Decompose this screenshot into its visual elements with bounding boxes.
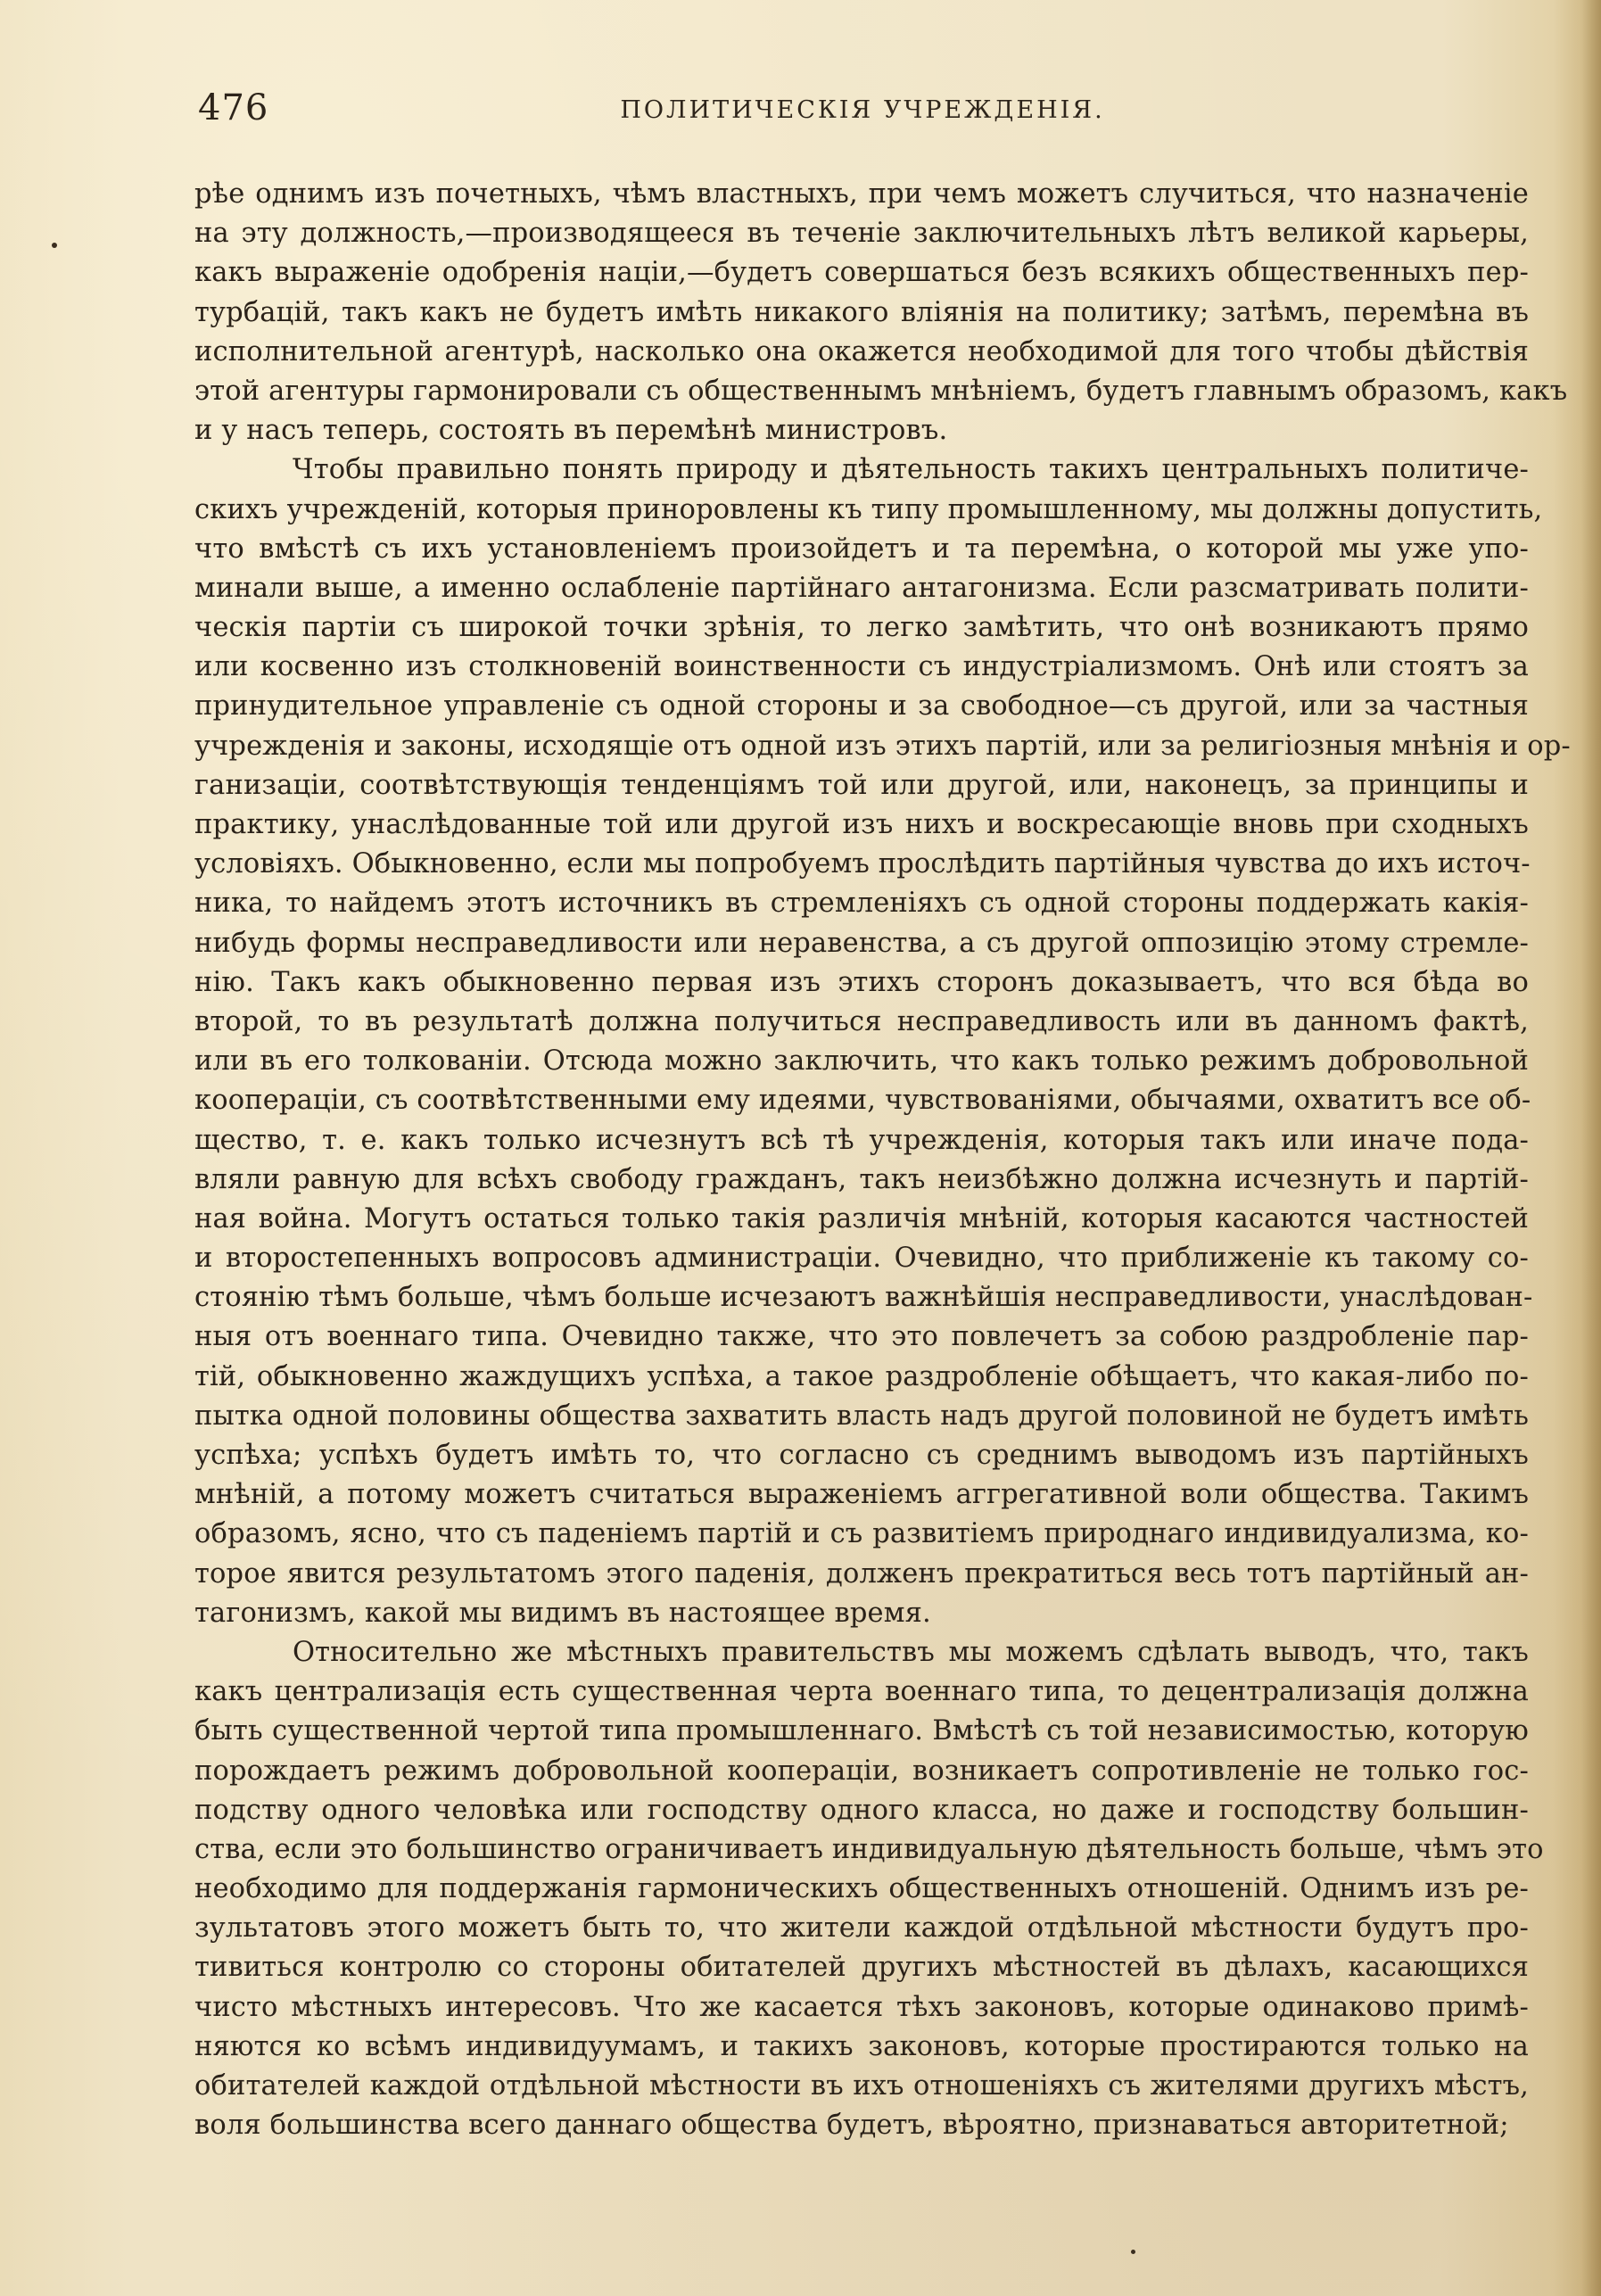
text-line: ганизаціи, соотвѣтствующія тенденціямъ той или другой, или, наконецъ, за принципы и: [194, 769, 1529, 801]
text-line: тагонизмъ, какой мы видимъ въ настоящее время.: [194, 1597, 931, 1629]
text-line: исполнительной агентурѣ, насколько она окажется необходимой для того чтобы дѣйствія: [194, 335, 1529, 368]
text-line: необходимо для поддержанія гармоническихъ общественныхъ отношеній. Однимъ изъ ре-: [194, 1873, 1529, 1905]
text-line: стоянію тѣмъ больше, чѣмъ больше исчезаютъ важнѣйшія несправедливости, унаслѣдован-: [194, 1282, 1533, 1314]
text-line: ныя отъ военнаго типа. Очевидно также, что это повлечетъ за собою раздробленіе пар-: [194, 1321, 1529, 1353]
text-line: учрежденія и законы, исходящіе отъ одной изъ этихъ партій, или за религіозныя мнѣнія и ор-: [194, 730, 1571, 762]
text-line: минали выше, а именно ослабленіе партійнаго антагонизма. Если разсматривать полити-: [194, 572, 1529, 604]
text-line: чисто мѣстныхъ интересовъ. Что же касается тѣхъ законовъ, которые одинаково примѣ-: [194, 1991, 1529, 2023]
text-line: практику, унаслѣдованные той или другой изъ нихъ и воскресающіе вновь при сходныхъ: [194, 809, 1529, 840]
page-header: [198, 87, 1527, 141]
text-line: ника, то найдемъ этотъ источникъ въ стремленіяхъ съ одной стороны поддержать какія-: [194, 888, 1529, 920]
text-line: ная война. Могутъ остаться только такія различія мнѣній, которыя касаются частностей: [194, 1202, 1529, 1235]
text-line: нію. Такъ какъ обыкновенно первая изъ этихъ сторонъ доказываетъ, что вся бѣда во: [194, 966, 1529, 998]
text-line: этой агентуры гармонировали съ общественнымъ мнѣніемъ, будетъ главнымъ образомъ, какъ: [194, 375, 1568, 407]
paragraph: [194, 450, 1571, 1633]
text-line: мнѣній, а потому можетъ считаться выраженіемъ аггрегативной воли общества. Такимъ: [194, 1479, 1529, 1511]
text-line: обитателей каждой отдѣльной мѣстности въ ихъ отношеніяхъ съ жителями другихъ мѣстъ,: [194, 2070, 1529, 2102]
text-line: Чтобы правильно понять природу и дѣятельность такихъ центральныхъ политиче-: [293, 454, 1529, 486]
text-line: ства, если это большинство ограничиваетъ индивидуальную дѣятельность больше, чѣмъ это: [194, 1833, 1544, 1865]
text-line: вляли равную для всѣхъ свободу гражданъ, такъ неизбѣжно должна исчезнуть и партій-: [194, 1163, 1529, 1195]
text-line: коопераціи, съ соотвѣтственными ему идеями, чувствованіями, обычаями, охватитъ все об-: [194, 1085, 1531, 1117]
page-edge-shadow: [1581, 0, 1601, 2296]
text-line: быть существенной чертой типа промышленнаго. Вмѣстѣ съ той независимостью, которую: [194, 1715, 1529, 1747]
text-line: щество, т. е. какъ только исчезнутъ всѣ тѣ учрежденія, которыя такъ или иначе пода-: [194, 1124, 1529, 1156]
margin-mark: [52, 243, 57, 248]
text-line: Относительно же мѣстныхъ правительствъ мы можемъ сдѣлать выводъ, что, такъ: [293, 1636, 1529, 1668]
text-line: образомъ, ясно, что съ паденіемъ партій и съ развитіемъ природнаго индивидуализма, ко-: [194, 1518, 1529, 1550]
text-line: какъ централизація есть существенная черта военнаго типа, то децентрализація должна: [194, 1676, 1529, 1708]
text-line: принудительное управленіе съ одной стороны и за свободное—съ другой, или за частныя: [194, 690, 1529, 723]
text-line: рѣе однимъ изъ почетныхъ, чѣмъ властныхъ, при чемъ можетъ случиться, что назначеніе: [194, 178, 1529, 210]
text-line: зультатовъ этого можетъ быть то, что жители каждой отдѣльной мѣстности будутъ про-: [194, 1912, 1529, 1945]
text-line: торое явится результатомъ этого паденія, долженъ прекратиться весь тотъ партійный ан-: [194, 1557, 1529, 1590]
paragraph: [194, 175, 1568, 450]
page-number: 476: [198, 87, 269, 128]
text-line: или косвенно изъ столкновеній воинственности съ индустріализмомъ. Онѣ или стоятъ за: [194, 651, 1529, 683]
text-line: и у насъ теперь, состоять въ перемѣнѣ министровъ.: [194, 415, 948, 447]
margin-mark: [1131, 2250, 1135, 2254]
text-line: или въ его толкованіи. Отсюда можно заключить, что какъ только режимъ добровольной: [194, 1045, 1529, 1078]
text-line: какъ выраженіе одобренія націи,—будетъ совершаться безъ всякихъ общественныхъ пер-: [194, 257, 1529, 289]
text-line: второй, то въ результатѣ должна получиться несправедливость или въ данномъ фактѣ,: [194, 1005, 1529, 1037]
text-line: успѣха; успѣхъ будетъ имѣть то, что согласно съ среднимъ выводомъ изъ партійныхъ: [194, 1440, 1529, 1471]
paragraph: [194, 1633, 1544, 2145]
text-line: нибудь формы несправедливости или неравенства, а съ другой оппозицію этому стремле-: [194, 927, 1529, 959]
text-line: скихъ учрежденій, которыя приноровлены къ типу промышленному, мы должны допустить,: [194, 493, 1543, 525]
text-line: на эту должность,—производящееся въ теченіе заключительныхъ лѣтъ великой карьеры,: [194, 218, 1529, 250]
body-text: [194, 175, 1571, 2145]
text-line: тивиться контролю со стороны обитателей другихъ мѣстностей въ дѣлахъ, касающихся: [194, 1952, 1529, 1984]
running-head: ПОЛИТИЧЕСКІЯ УЧРЕЖДЕНІЯ.: [620, 96, 1105, 124]
text-line: условіяхъ. Обыкновенно, если мы попробуемъ прослѣдить партійныя чувства до ихъ источ-: [194, 848, 1531, 880]
text-line: порождаетъ режимъ добровольной коопераціи, возникаетъ сопротивленіе не только гос-: [194, 1755, 1529, 1787]
text-line: подству одного человѣка или господству одного класса, но даже и господству большин-: [194, 1794, 1529, 1826]
text-line: турбацій, такъ какъ не будетъ имѣть никакого вліянія на политику; затѣмъ, перемѣна въ: [194, 296, 1529, 328]
text-line: что вмѣстѣ съ ихъ установленіемъ произойдетъ и та перемѣна, о которой мы уже упо-: [194, 533, 1529, 565]
text-line: воля большинства всего даннаго общества будетъ, вѣроятно, признаваться авторитетной;: [194, 2110, 1509, 2142]
text-line: няются ко всѣмъ индивидуумамъ, и такихъ законовъ, которые простираются только на: [194, 2030, 1529, 2062]
text-line: и второстепенныхъ вопросовъ администраціи. Очевидно, что приближеніе къ такому со-: [194, 1243, 1529, 1275]
text-line: ческія партіи съ широкой точки зрѣнія, то легко замѣтить, что онѣ возникаютъ прямо: [194, 612, 1529, 644]
text-line: пытка одной половины общества захватить власть надъ другой половиной не будетъ имѣть: [194, 1400, 1529, 1432]
text-line: тій, обыкновенно жаждущихъ успѣха, а такое раздробленіе обѣщаетъ, что какая-либо по-: [194, 1360, 1529, 1392]
